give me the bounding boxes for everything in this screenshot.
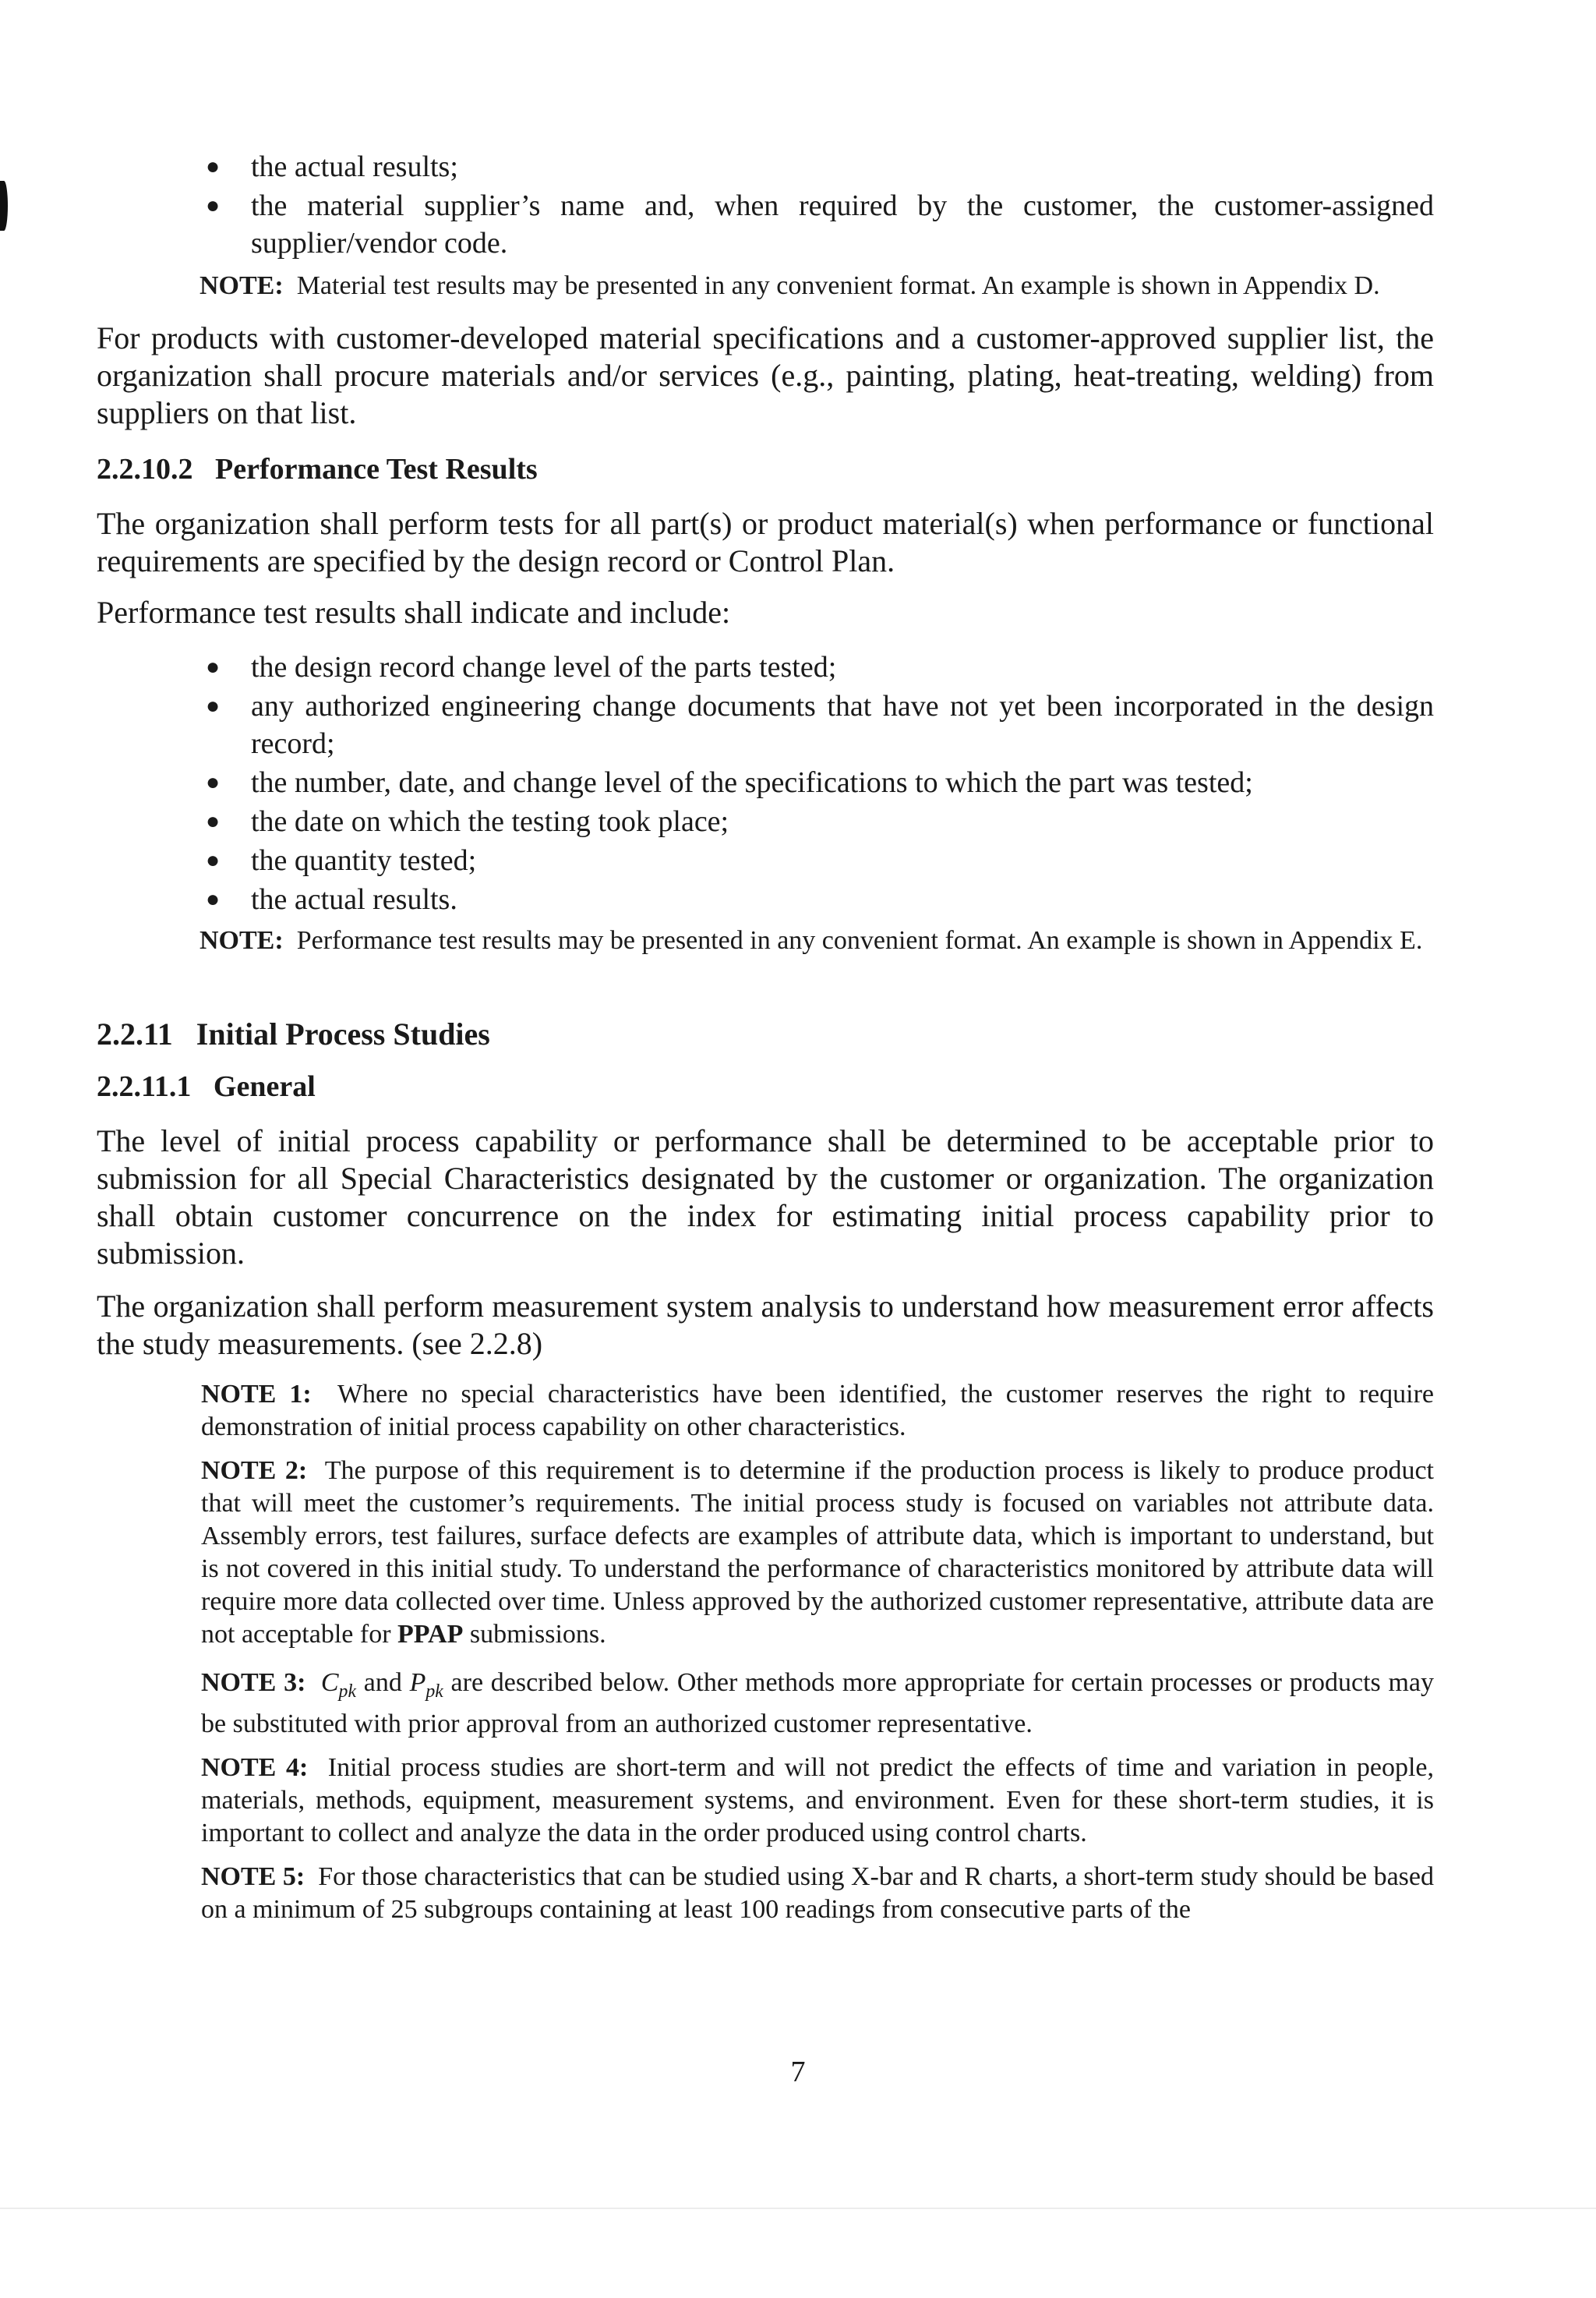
list-item xyxy=(206,187,1434,262)
section-number: 2.2.11 xyxy=(97,1016,173,1052)
note-text: Where no special characteristics have been identified, the customer reserves the right to require demonstration of initial process capability on other characteristics. xyxy=(201,1380,1434,1441)
note-performance-results xyxy=(200,925,1434,957)
note-text: Performance test results may be presented in any convenient format. An example is shown in Appendix E. xyxy=(296,926,1423,955)
list-item xyxy=(206,649,1434,686)
list-item-text: the design record change level of the parts tested; xyxy=(251,651,837,684)
page-content xyxy=(97,148,1434,1926)
bullet-icon: ● xyxy=(206,769,221,795)
list-item-text: the material supplier’s name and, when required by the customer, the customer-assigned supplier/vendor code. xyxy=(251,189,1434,260)
heading-2-2-10-2 xyxy=(97,451,1434,488)
heading-2-2-11 xyxy=(97,1015,1434,1054)
section-number: 2.2.10.2 xyxy=(97,453,193,486)
note-2 xyxy=(201,1455,1434,1651)
paragraph-results-include: Performance test results shall indicate and include: xyxy=(97,595,731,630)
note-text: Material test results may be presented in any convenient format. An example is shown in Appendix D. xyxy=(296,271,1380,300)
list-item xyxy=(206,803,1434,840)
section-title: General xyxy=(213,1070,316,1103)
paragraph-supplier-list: For products with customer-developed material specifications and a customer-approved supplier list, the organization shall procure materials and/or services (e.g., painting, plating, heat-treating, welding) from suppliers on that list. xyxy=(97,320,1434,430)
list-item-text: the actual results. xyxy=(251,883,457,916)
note-label: NOTE: xyxy=(200,926,284,955)
bullet-icon: ● xyxy=(206,193,221,218)
binding-hole-mark xyxy=(0,181,8,231)
list-item-text: the actual results; xyxy=(251,150,458,183)
bullet-icon: ● xyxy=(206,808,221,834)
section-title: Performance Test Results xyxy=(215,453,538,486)
bullet-icon: ● xyxy=(206,886,221,912)
note-label: NOTE 4: xyxy=(201,1752,309,1782)
list-item xyxy=(206,881,1434,918)
list-item-text: the quantity tested; xyxy=(251,844,477,877)
section-number: 2.2.11.1 xyxy=(97,1070,192,1103)
bullet-icon: ● xyxy=(206,654,221,680)
note-material-results xyxy=(200,270,1434,302)
heading-2-2-11-1 xyxy=(97,1068,1434,1105)
note-text-tail: submissions. xyxy=(463,1620,606,1649)
ppap-term: PPAP xyxy=(397,1620,464,1649)
note-text: are described below. Other methods more appropriate for certain processes or products may be substituted with prior approval from an authorized customer representative. xyxy=(201,1668,1435,1738)
list-item xyxy=(206,764,1434,801)
list-item xyxy=(206,688,1434,762)
note-text: Initial process studies are short-term and will not predict the effects of time and variation in people, materials, methods, equipment, measurement systems, and environment. Even for these short-term studies, it is important to collect and analyze the data in the order produced using control charts. xyxy=(201,1752,1435,1847)
note-label: NOTE 2: xyxy=(201,1456,308,1485)
paragraph-perform-tests: The organization shall perform tests for all part(s) or product material(s) when performance or functional requirements are specified by the design record or Control Plan. xyxy=(97,506,1434,578)
performance-results-list xyxy=(97,649,1434,918)
page-number: 7 xyxy=(790,2056,806,2088)
bullet-icon: ● xyxy=(206,693,221,719)
note-5 xyxy=(201,1861,1434,1926)
list-item-text: the date on which the testing took place; xyxy=(251,805,729,838)
note-text: For those characteristics that can be studied using X-bar and R charts, a short-term study should be based on a minimum of 25 subgroups containing at least 100 readings from consecutive parts of the xyxy=(201,1861,1434,1924)
note-label: NOTE 5: xyxy=(201,1861,305,1891)
note-3 xyxy=(201,1667,1434,1741)
scan-edge-line xyxy=(0,2208,1596,2209)
note-1 xyxy=(201,1378,1434,1444)
bullet-icon: ● xyxy=(206,154,221,179)
ppk-symbol: $P_{pk}$ xyxy=(409,1668,443,1702)
cpk-symbol: $C_{pk}$ xyxy=(320,1668,357,1702)
note-label: NOTE 3: xyxy=(201,1668,306,1697)
material-results-list xyxy=(97,148,1434,262)
note-4 xyxy=(201,1752,1434,1850)
section-title: Initial Process Studies xyxy=(196,1016,490,1052)
note-text: The purpose of this requirement is to determine if the production process is likely to produce product that will meet the customer’s requirements. The initial process study is focused on variables not attribute data. Assembly errors, test failures, surface defects are examples of attribute data, which is important to understand, but is not covered in this initial study. To understand the performance of characteristics monitored by attribute data will require more data collected over time. Unless approved by the authorized customer representative, attribute data are not acceptable for xyxy=(201,1456,1434,1649)
list-item xyxy=(206,148,1434,186)
note-label: NOTE: xyxy=(200,271,284,300)
list-item xyxy=(206,842,1434,879)
paragraph-capability: The level of initial process capability or performance shall be determined to be acceptable prior to submission for all Special Characteristics designated by the customer or organization. The organization shall obtain customer concurrence on the index for estimating initial process capability prior to submission. xyxy=(97,1123,1434,1271)
note-label: NOTE 1: xyxy=(201,1380,312,1409)
bullet-icon: ● xyxy=(206,847,221,873)
note-text-and: and xyxy=(356,1668,410,1697)
list-item-text: any authorized engineering change documents that have not yet been incorporated in the design record; xyxy=(251,690,1434,760)
list-item-text: the number, date, and change level of the specifications to which the part was tested; xyxy=(251,766,1253,799)
paragraph-msa: The organization shall perform measurement system analysis to understand how measurement error affects the study measurements. (see 2.2.8) xyxy=(97,1289,1434,1361)
